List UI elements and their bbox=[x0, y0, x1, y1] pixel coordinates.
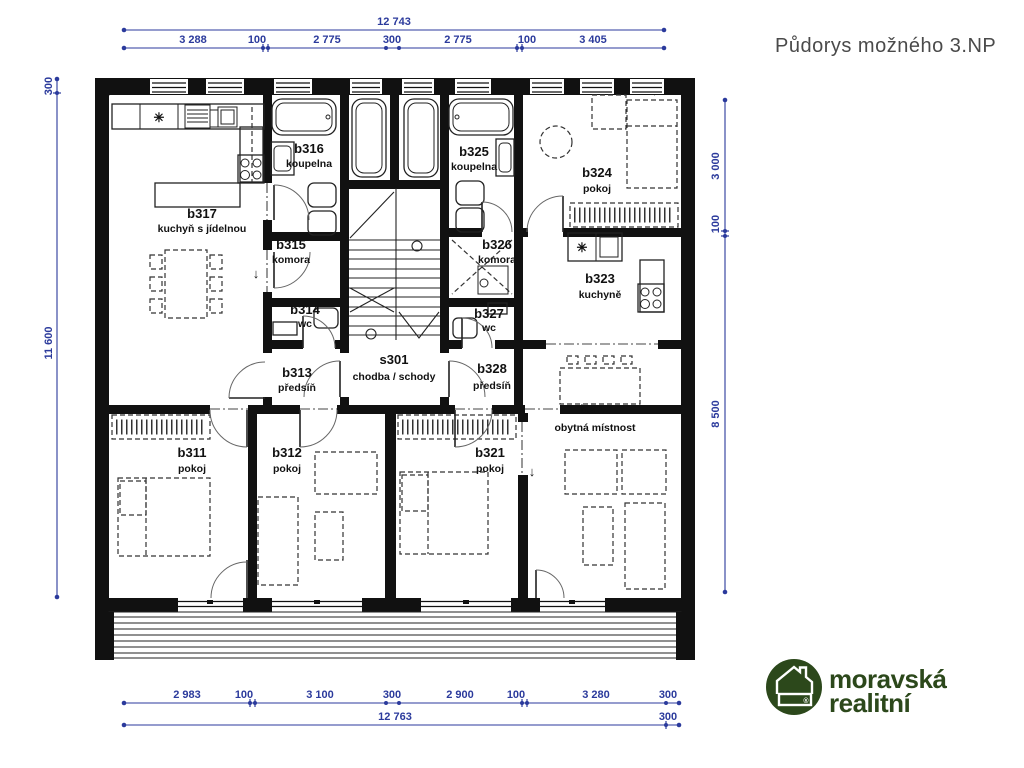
dim-seg: 3 000 bbox=[710, 152, 722, 180]
room-name: kuchyně bbox=[578, 289, 622, 301]
window-icon bbox=[630, 79, 664, 94]
window-icon bbox=[206, 79, 244, 94]
room-id: b328 bbox=[477, 361, 507, 376]
room-label-b315 bbox=[272, 237, 310, 266]
window-icon bbox=[402, 79, 434, 94]
dim-seg: 2 775 bbox=[444, 34, 472, 46]
stove-icon bbox=[238, 155, 264, 183]
dim-seg: 100 bbox=[506, 689, 526, 701]
bed bbox=[400, 472, 488, 554]
window-icon bbox=[455, 79, 491, 94]
toilet-icon bbox=[456, 181, 484, 205]
snowflake-icon: ✳ bbox=[576, 240, 588, 255]
window-icon bbox=[150, 79, 188, 94]
room-name: předsíň bbox=[278, 382, 316, 394]
room-label-b326 bbox=[478, 237, 516, 266]
room-label-b316 bbox=[286, 141, 332, 170]
dim-seg: 300 bbox=[382, 689, 402, 701]
dim-seg: 100 bbox=[247, 34, 267, 46]
balcony-window-icon bbox=[535, 598, 610, 612]
wardrobe bbox=[315, 452, 377, 494]
room-name: pokoj bbox=[476, 463, 504, 475]
door-arc bbox=[211, 560, 247, 598]
room-id: b312 bbox=[272, 445, 302, 460]
dimension-right bbox=[710, 98, 729, 595]
window-icon bbox=[274, 79, 312, 94]
room-label-b313 bbox=[278, 365, 316, 394]
room-name: obytná místnost bbox=[554, 422, 636, 434]
dim-seg: 300 bbox=[658, 689, 678, 701]
dimension-top bbox=[122, 16, 667, 52]
dining-set bbox=[560, 356, 640, 404]
room-label-b311 bbox=[178, 445, 207, 475]
brand-logo bbox=[766, 659, 947, 718]
door-arc bbox=[536, 570, 564, 598]
room-label-b324 bbox=[582, 165, 612, 195]
room-label-b325 bbox=[451, 144, 497, 173]
room-name: koupelna bbox=[285, 158, 333, 170]
dim-total-height: 11 600 bbox=[43, 326, 55, 360]
washbasin-icon bbox=[273, 322, 297, 335]
door-arc bbox=[300, 410, 337, 447]
door-arc bbox=[527, 196, 563, 232]
room-id: b322 bbox=[580, 402, 610, 417]
room-id: b317 bbox=[187, 206, 217, 221]
room-name: wc bbox=[297, 318, 313, 330]
dim-seg: 3 280 bbox=[582, 689, 610, 701]
table bbox=[592, 95, 626, 129]
room-label-b327 bbox=[474, 306, 504, 334]
door-arc bbox=[482, 202, 512, 232]
arrow-down-icon: ↓ bbox=[528, 464, 536, 479]
room-id: b321 bbox=[475, 445, 505, 460]
dim-seg: 2 775 bbox=[313, 34, 341, 46]
room-name: chodba / schody bbox=[352, 371, 436, 383]
toilet-icon bbox=[453, 318, 477, 338]
balcony-window-icon bbox=[416, 598, 516, 612]
room-name: wc bbox=[481, 322, 497, 334]
page-title: Půdorys možného 3.NP bbox=[775, 35, 997, 57]
dim-total-width: 12 743 bbox=[377, 16, 411, 28]
door-arc bbox=[210, 410, 247, 447]
registered-icon: ® bbox=[803, 698, 809, 705]
balcony-window-icon bbox=[173, 598, 248, 612]
room-labels bbox=[158, 141, 636, 475]
room-label-b321 bbox=[475, 445, 505, 475]
dim-wall: 300 bbox=[43, 76, 55, 96]
house-logo-icon bbox=[766, 659, 822, 715]
dim-seg: 3 288 bbox=[179, 34, 207, 46]
dimension-bottom bbox=[122, 689, 682, 729]
room-label-b314 bbox=[290, 302, 320, 330]
dim-seg: 100 bbox=[234, 689, 254, 701]
dim-seg: 300 bbox=[382, 34, 402, 46]
washer-icon bbox=[308, 211, 336, 235]
chair bbox=[540, 126, 572, 158]
room-name: pokoj bbox=[178, 463, 206, 475]
bathtub-icon bbox=[404, 99, 438, 177]
room-id: b326 bbox=[482, 237, 512, 252]
door-arc bbox=[274, 185, 309, 220]
room-id: b323 bbox=[585, 271, 615, 286]
brand-name-line1: moravská bbox=[829, 664, 947, 694]
bed bbox=[118, 478, 210, 556]
room-name: předsíň bbox=[473, 380, 511, 392]
room-id: b315 bbox=[276, 237, 306, 252]
room-id: b314 bbox=[290, 302, 320, 317]
stove-icon bbox=[638, 284, 664, 312]
room-id: s301 bbox=[379, 352, 409, 367]
room-name: koupelna bbox=[450, 161, 498, 173]
toilet-icon bbox=[308, 183, 336, 207]
top-windows bbox=[150, 79, 664, 94]
dining-table bbox=[150, 250, 222, 318]
window-icon bbox=[580, 79, 614, 94]
balcony-window-icon bbox=[267, 598, 367, 612]
window-icon bbox=[530, 79, 564, 94]
balcony bbox=[95, 612, 695, 660]
room-label-b317 bbox=[158, 206, 247, 235]
room-id: b316 bbox=[294, 141, 324, 156]
room-name: pokoj bbox=[273, 463, 301, 475]
bathtub-icon bbox=[449, 99, 513, 135]
dim-total-width-lower: 12 763 bbox=[378, 711, 412, 723]
room-name: komora bbox=[478, 254, 516, 266]
dim-seg: 100 bbox=[517, 34, 537, 46]
room-id: b325 bbox=[459, 144, 489, 159]
room-label-b312 bbox=[272, 445, 302, 475]
room-label-s301 bbox=[353, 352, 436, 383]
bathtub-icon bbox=[272, 99, 336, 135]
room-label-b323 bbox=[579, 271, 622, 301]
dim-seg: 3 405 bbox=[579, 34, 607, 46]
room-name: pokoj bbox=[583, 183, 611, 195]
washbasin-icon bbox=[496, 139, 514, 176]
room-id: b311 bbox=[177, 445, 207, 460]
room-name: kuchyň s jídelnou bbox=[157, 223, 247, 235]
room-id: b324 bbox=[582, 165, 612, 180]
brand-name-line2: realitní bbox=[829, 688, 911, 718]
room-id: b327 bbox=[474, 306, 504, 321]
dim-seg: 300 bbox=[658, 711, 678, 723]
bed bbox=[627, 100, 677, 188]
staircase bbox=[349, 188, 440, 340]
room-id: b313 bbox=[282, 365, 312, 380]
wardrobe-strip bbox=[112, 415, 210, 439]
arrow-down-icon: ↓ bbox=[252, 266, 260, 281]
snowflake-icon: ✳ bbox=[153, 110, 165, 125]
dimension-left bbox=[43, 77, 61, 600]
wardrobe-strip bbox=[398, 415, 516, 439]
sofa bbox=[258, 497, 298, 585]
bathtub-icon bbox=[352, 99, 386, 177]
door-arc bbox=[229, 362, 265, 398]
dim-seg: 3 100 bbox=[306, 689, 334, 701]
dim-seg: 2 983 bbox=[173, 689, 201, 701]
wardrobe-strip bbox=[570, 203, 678, 227]
armchair bbox=[315, 512, 343, 560]
dim-seg: 2 900 bbox=[446, 689, 474, 701]
room-name: komora bbox=[272, 254, 310, 266]
window-icon bbox=[350, 79, 382, 94]
sofa-set bbox=[565, 450, 666, 589]
dim-seg: 100 bbox=[710, 214, 722, 234]
dim-seg: 8 500 bbox=[710, 400, 722, 428]
